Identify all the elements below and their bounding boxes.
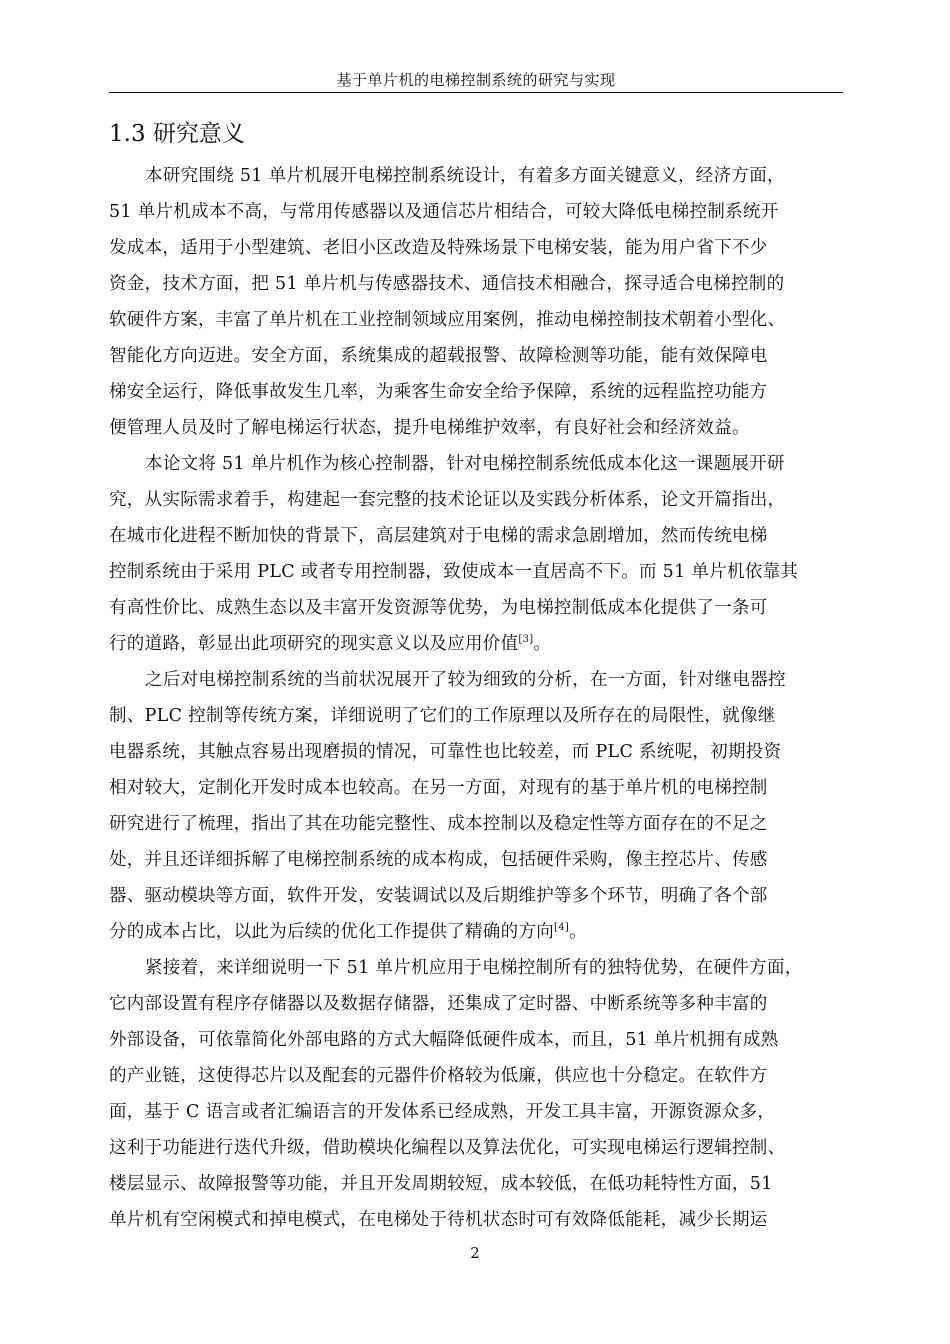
paragraph-3-end: 。 xyxy=(569,922,587,942)
paragraph-3-line-8 xyxy=(109,920,587,944)
paragraph-1-line-3: 发成本，适用于小型建筑、老旧小区改造及特殊场景下电梯安装，能为用户省下不少 xyxy=(109,238,768,258)
paragraph-3-line-1: 之后对电梯控制系统的当前状况展开了较为细致的分析，在一方面，针对继电器控 xyxy=(145,670,786,690)
paragraph-4-line-1: 紧接着，来详细说明一下 51 单片机应用于电梯控制所有的独特优势，在硬件方面， xyxy=(145,958,803,978)
paragraph-1-line-7: 梯安全运行，降低事故发生几率，为乘客生命安全给予保障，系统的远程监控功能方 xyxy=(109,382,768,402)
paragraph-4-line-4: 的产业链，这使得芯片以及配套的元器件价格较为低廉，供应也十分稳定。在软件方 xyxy=(109,1066,768,1086)
paragraph-3-line-6: 处，并且还详细拆解了电梯控制系统的成本构成，包括硬件采购，像主控芯片、传感 xyxy=(109,850,768,870)
paragraph-4-line-3: 外部设备，可依靠简化外部电路的方式大幅降低硬件成本，而且，51 单片机拥有成熟 xyxy=(109,1030,779,1050)
paragraph-2-line-3: 在城市化进程不断加快的背景下，高层建筑对于电梯的需求急剧增加，然而传统电梯 xyxy=(109,526,768,546)
page-number: 2 xyxy=(470,1244,480,1262)
paragraph-2-line-1: 本论文将 51 单片机作为核心控制器，针对电梯控制系统低成本化这一课题展开研 xyxy=(145,454,785,474)
paragraph-2-last-text: 行的道路，彰显出此项研究的现实意义以及应用价值 xyxy=(109,634,519,654)
citation-3[interactable]: [3] xyxy=(518,634,534,645)
paragraph-3-last-text: 分的成本占比，以此为后续的优化工作提供了精确的方向 xyxy=(109,922,554,942)
paragraph-1-line-8: 便管理人员及时了解电梯运行状态，提升电梯维护效率，有良好社会和经济效益。 xyxy=(109,418,750,438)
citation-4[interactable]: [4] xyxy=(554,922,570,933)
paragraph-2-line-4: 控制系统由于采用 PLC 或者专用控制器，致使成本一直居高不下。而 51 单片机依靠其 xyxy=(109,562,799,582)
paragraph-3-line-5: 研究进行了梳理，指出了其在功能完整性、成本控制以及稳定性等方面存在的不足之 xyxy=(109,814,768,834)
section-heading: 1.3 研究意义 xyxy=(109,121,245,147)
paragraph-4-line-6: 这利于功能进行迭代升级，借助模块化编程以及算法优化，可实现电梯运行逻辑控制、 xyxy=(109,1138,786,1158)
paragraph-2-end: 。 xyxy=(533,634,552,654)
paragraph-4-line-5: 面，基于 C 语言或者汇编语言的开发体系已经成熟，开发工具丰富，开源资源众多， xyxy=(109,1102,776,1122)
paragraph-1-line-4: 资金，技术方面，把 51 单片机与传感器技术、通信技术相融合，探寻适合电梯控制的 xyxy=(109,274,785,294)
running-header: 基于单片机的电梯控制系统的研究与实现 xyxy=(336,71,616,89)
paragraph-1-line-2: 51 单片机成本不高，与常用传感器以及通信芯片相结合，可较大降低电梯控制系统开 xyxy=(109,202,779,222)
paragraph-3-line-7: 器、驱动模块等方面，软件开发，安装调试以及后期维护等多个环节，明确了各个部 xyxy=(109,886,768,906)
header-rule xyxy=(109,92,843,93)
paragraph-3-line-4: 相对较大，定制化开发时成本也较高。在另一方面，对现有的基于单片机的电梯控制 xyxy=(109,778,768,798)
paragraph-4-line-2: 它内部设置有程序存储器以及数据存储器，还集成了定时器、中断系统等多种丰富的 xyxy=(109,994,768,1014)
paragraph-2-line-2: 究，从实际需求着手，构建起一套完整的技术论证以及实践分析体系，论文开篇指出， xyxy=(109,490,786,510)
paragraph-2-line-6 xyxy=(109,632,551,656)
paragraph-1-line-5: 软硬件方案，丰富了单片机在工业控制领域应用案例，推动电梯控制技术朝着小型化、 xyxy=(109,310,786,330)
paragraph-1-line-1: 本研究围绕 51 单片机展开电梯控制系统设计，有着多方面关键意义，经济方面， xyxy=(145,166,785,186)
paragraph-1-line-6: 智能化方向迈进。安全方面，系统集成的超载报警、故障检测等功能，能有效保障电 xyxy=(109,346,768,366)
paragraph-2-line-5: 有高性价比、成熟生态以及丰富开发资源等优势，为电梯控制低成本化提供了一条可 xyxy=(109,598,768,618)
paragraph-4-line-7: 楼层显示、故障报警等功能，并且开发周期较短，成本较低，在低功耗特性方面，51 xyxy=(109,1174,773,1194)
paragraph-4-line-8: 单片机有空闲模式和掉电模式，在电梯处于待机状态时可有效降低能耗，减少长期运 xyxy=(109,1210,768,1230)
paragraph-3-line-3: 电器系统，其触点容易出现磨损的情况，可靠性也比较差，而 PLC 系统呢，初期投资 xyxy=(109,742,782,762)
paragraph-3-line-2: 制、PLC 控制等传统方案，详细说明了它们的工作原理以及所存在的局限性，就像继 xyxy=(109,706,776,726)
